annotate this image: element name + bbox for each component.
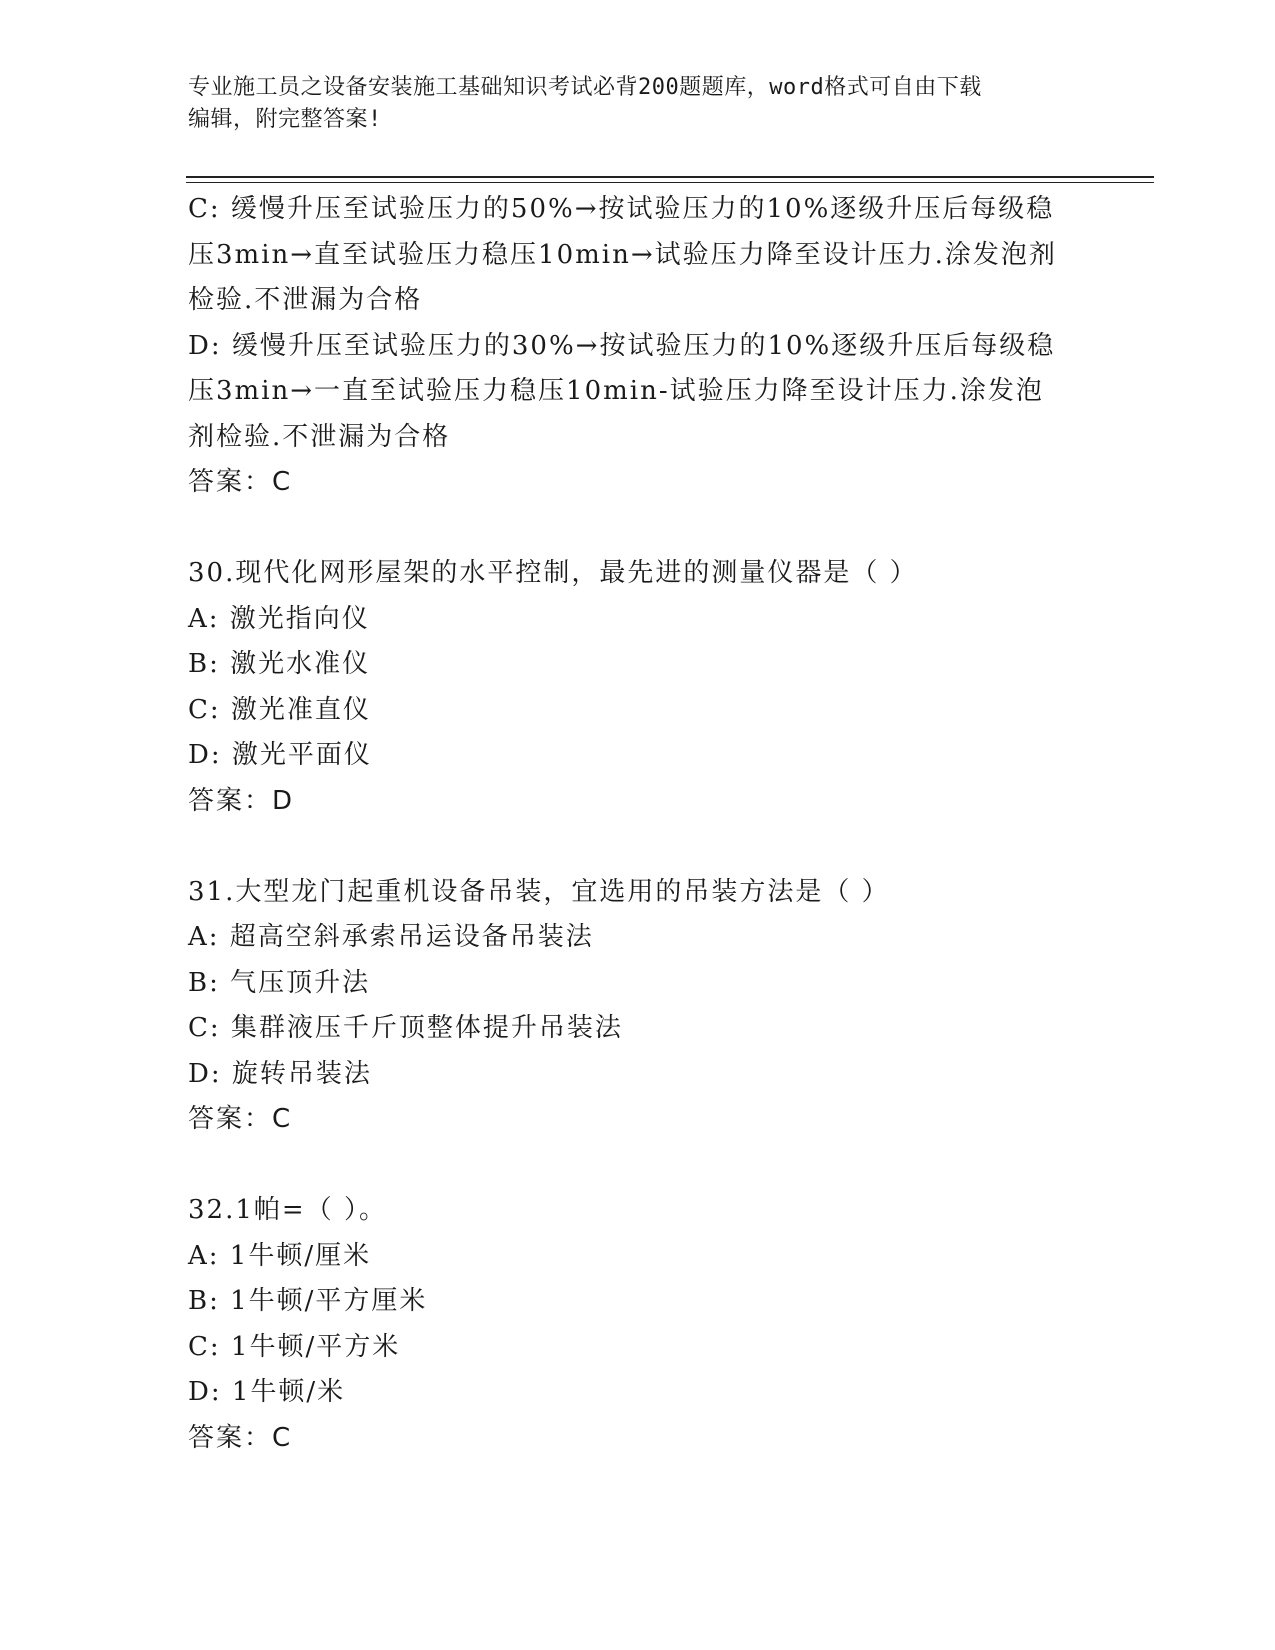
option-c-line-1: C: 缓慢升压至试验压力的50%→按试验压力的10%逐级升压后每级稳 <box>188 194 1055 224</box>
option-b: B: 激光水准仪 <box>188 649 371 679</box>
option-a: A: 1牛顿/厘米 <box>188 1240 372 1271</box>
question-content <box>188 187 1088 1461</box>
option-d: D: 旋转吊装法 <box>188 1058 372 1089</box>
option-d: D: 激光平面仪 <box>188 740 372 770</box>
option-c-line-2: 压3min→直至试验压力稳压10min→试验压力降至设计压力.涂发泡剂 <box>188 239 1057 270</box>
question-block <box>188 551 1088 824</box>
option-c: C: 1牛顿/平方米 <box>188 1331 401 1362</box>
option-c: C: 激光准直仪 <box>188 694 371 725</box>
option-c-line-3: 检验.不泄漏为合格 <box>188 285 423 315</box>
option-d-line-3: 剂检验.不泄漏为合格 <box>188 421 451 452</box>
option-b: B: 气压顶升法 <box>188 967 371 998</box>
document-header <box>188 72 1088 136</box>
option-c: C: 集群液压千斤顶整体提升吊装法 <box>188 1013 623 1043</box>
question-block <box>188 1188 1088 1461</box>
question-stem: 32.1帕=（ ）。 <box>188 1195 387 1225</box>
header-divider-thick <box>186 176 1154 178</box>
previous-question-block <box>188 187 1088 506</box>
option-a: A: 激光指向仪 <box>188 603 370 634</box>
question-stem: 30.现代化网形屋架的水平控制，最先进的测量仪器是（ ） <box>188 558 918 588</box>
option-b: B: 1牛顿/平方厘米 <box>188 1286 428 1316</box>
option-a: A: 超高空斜承索吊运设备吊装法 <box>188 922 594 952</box>
answer-line: 答案：C <box>188 467 293 497</box>
spacer <box>188 506 1088 552</box>
spacer <box>188 1143 1088 1189</box>
option-d-line-1: D: 缓慢升压至试验压力的30%→按试验压力的10%逐级升压后每级稳 <box>188 330 1056 361</box>
answer-line: 答案：C <box>188 1422 293 1453</box>
header-divider-thin <box>186 182 1154 183</box>
option-d: D: 1牛顿/米 <box>188 1377 346 1407</box>
question-stem: 31.大型龙门起重机设备吊装，宜选用的吊装方法是（ ） <box>188 876 890 907</box>
answer-line: 答案：D <box>188 785 295 816</box>
option-d-line-2: 压3min→一直至试验压力稳压10min-试验压力降至设计压力.涂发泡 <box>188 376 1044 406</box>
answer-line: 答案：C <box>188 1104 293 1134</box>
question-block <box>188 870 1088 1143</box>
header-title-line-1: 专业施工员之设备安装施工基础知识考试必背200题题库，word格式可自由下载 <box>188 75 982 100</box>
spacer <box>188 824 1088 870</box>
header-title-line-2: 编辑，附完整答案! <box>188 107 382 132</box>
